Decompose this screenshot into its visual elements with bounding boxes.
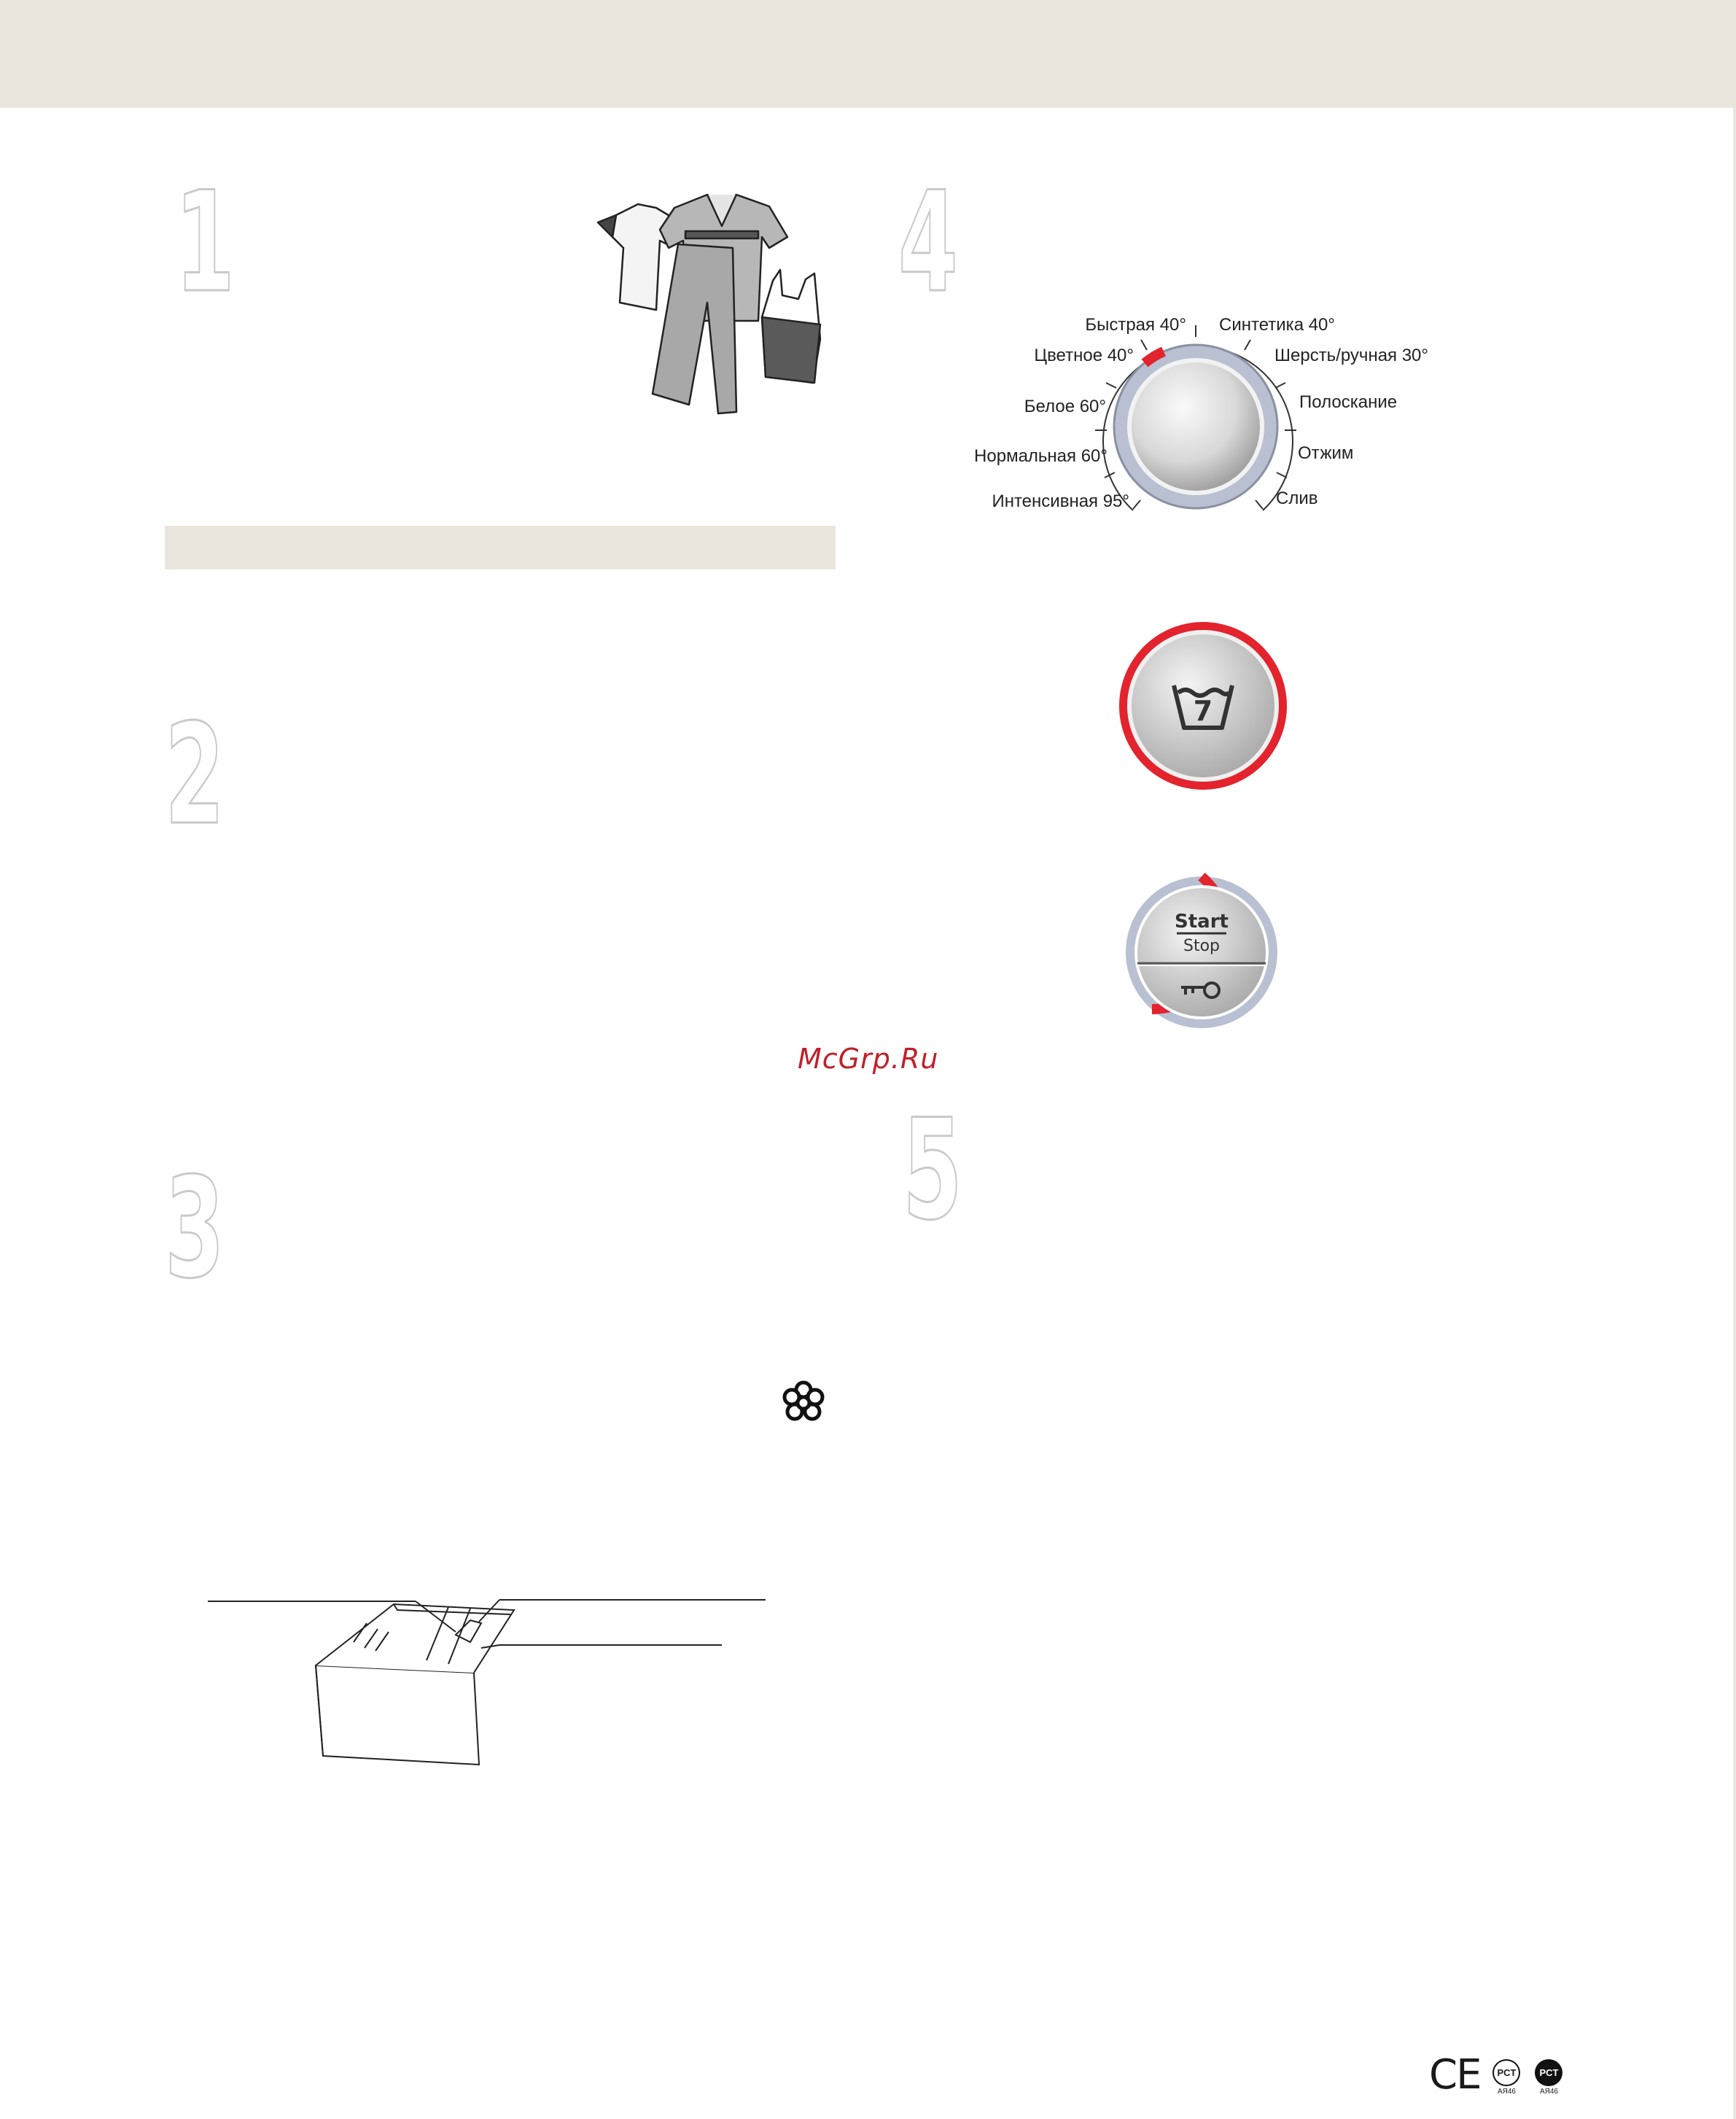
dial-label-drain: Слив bbox=[1276, 489, 1318, 508]
watermark: McGrp.Ru bbox=[798, 1043, 939, 1075]
ce-mark: CE bbox=[1429, 2051, 1481, 2099]
pct-mark-2: PCT AЯ46 bbox=[1533, 2059, 1565, 2096]
dial-label-intensive: Интенсивная 95° bbox=[992, 491, 1129, 511]
certification-marks bbox=[1429, 2051, 1565, 2099]
pct-code-1: AЯ46 bbox=[1497, 2088, 1516, 2096]
dial-label-wool: Шерсть/ручная 30° bbox=[1274, 346, 1428, 365]
step-number-1: 1 bbox=[175, 162, 235, 323]
dial-label-quick: Быстрая 40° bbox=[1085, 315, 1186, 335]
dial-label-spin: Отжим bbox=[1298, 443, 1354, 463]
program-button[interactable] bbox=[1116, 618, 1291, 793]
pct-mark-1: PCT AЯ46 bbox=[1490, 2059, 1522, 2096]
step-number-4: 4 bbox=[898, 162, 958, 323]
program-number: 7 bbox=[1193, 695, 1213, 727]
step-number-3: 3 bbox=[165, 1148, 225, 1309]
clothes-illustration bbox=[587, 186, 835, 423]
pct-code-2: AЯ46 bbox=[1539, 2088, 1558, 2096]
start-label: Start bbox=[1175, 911, 1229, 933]
dial-label-colored: Цветное 40° bbox=[1034, 346, 1134, 365]
flower-icon bbox=[780, 1380, 827, 1426]
dial-label-synthetics: Синтетика 40° bbox=[1219, 315, 1335, 335]
step-number-5: 5 bbox=[903, 1089, 962, 1251]
right-edge-band bbox=[1733, 0, 1736, 2119]
detergent-drawer-illustration bbox=[208, 1591, 769, 1777]
header-band bbox=[0, 0, 1736, 108]
dial-label-white: Белое 60° bbox=[1024, 397, 1106, 416]
start-stop-button[interactable] bbox=[1123, 872, 1283, 1033]
stop-label: Stop bbox=[1183, 937, 1221, 955]
dial-label-rinse: Полоскание bbox=[1299, 392, 1398, 412]
dial-label-normal: Нормальная 60° bbox=[974, 446, 1108, 466]
section-band bbox=[165, 526, 836, 569]
step-number-2: 2 bbox=[165, 694, 225, 855]
